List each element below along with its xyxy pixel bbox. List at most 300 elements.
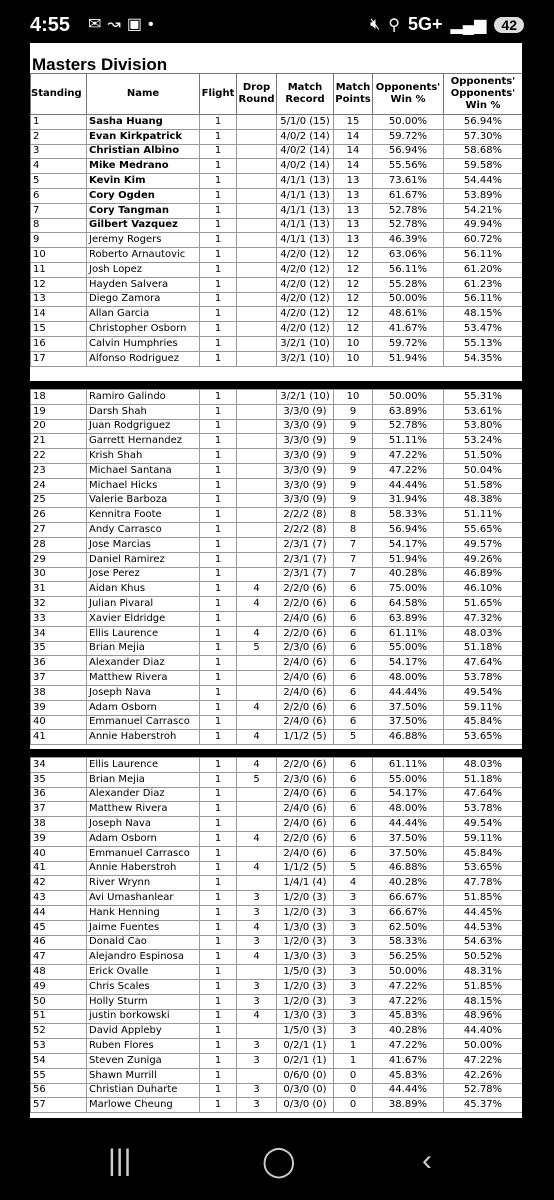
table-row <box>31 700 523 715</box>
cell-match-points: 3 <box>334 950 373 965</box>
cell-opp-opp-win: 49.26% <box>444 552 523 567</box>
cell-match-record: 1/5/0 (3) <box>277 1024 334 1039</box>
cell-flight: 1 <box>200 787 237 802</box>
cell-match-points: 5 <box>334 730 373 745</box>
cell-standing: 51 <box>31 1009 87 1024</box>
cell-opp-win: 37.50% <box>373 700 444 715</box>
table-row <box>31 876 523 891</box>
cell-name: Alexander Diaz <box>87 656 200 671</box>
cell-opp-win: 40.28% <box>373 567 444 582</box>
cell-opp-win: 66.67% <box>373 905 444 920</box>
notification-icons <box>88 14 160 34</box>
cell-standing: 36 <box>31 787 87 802</box>
cell-name: Adam Osborn <box>87 700 200 715</box>
cell-opp-win: 59.72% <box>373 129 444 144</box>
cell-opp-opp-win: 46.10% <box>444 582 523 597</box>
cell-name: Erick Ovalle <box>87 965 200 980</box>
cell-name: Hayden Salvera <box>87 277 200 292</box>
cell-drop-round <box>237 463 277 478</box>
cell-opp-opp-win: 48.03% <box>444 758 523 773</box>
cell-drop-round <box>237 478 277 493</box>
cell-drop-round: 4 <box>237 758 277 773</box>
cell-standing: 40 <box>31 715 87 730</box>
cell-drop-round: 3 <box>237 1098 277 1113</box>
cell-match-points: 12 <box>334 248 373 263</box>
table-row <box>31 1039 523 1054</box>
cell-standing: 19 <box>31 404 87 419</box>
table-row <box>31 965 523 980</box>
cell-drop-round: 3 <box>237 1053 277 1068</box>
cell-standing: 27 <box>31 523 87 538</box>
cell-match-points: 5 <box>334 861 373 876</box>
cell-opp-opp-win: 50.04% <box>444 463 523 478</box>
cell-drop-round <box>237 876 277 891</box>
cell-opp-win: 59.72% <box>373 336 444 351</box>
cell-match-points: 13 <box>334 233 373 248</box>
cell-match-points: 0 <box>334 1098 373 1113</box>
cell-opp-win: 47.22% <box>373 1039 444 1054</box>
cell-match-points: 10 <box>334 351 373 366</box>
cell-opp-win: 37.50% <box>373 715 444 730</box>
cell-match-points: 6 <box>334 817 373 832</box>
cell-drop-round <box>237 715 277 730</box>
cell-opp-win: 31.94% <box>373 493 444 508</box>
cell-name: Steven Zuniga <box>87 1053 200 1068</box>
table-row <box>31 935 523 950</box>
cell-name: Ellis Laurence <box>87 758 200 773</box>
cell-match-points: 6 <box>334 831 373 846</box>
cell-name: Brian Mejia <box>87 641 200 656</box>
cell-drop-round <box>237 567 277 582</box>
table-row <box>31 626 523 641</box>
cell-opp-opp-win: 54.44% <box>444 174 523 189</box>
cell-match-record: 4/1/1 (13) <box>277 188 334 203</box>
cell-match-record: 2/3/1 (7) <box>277 537 334 552</box>
cell-flight: 1 <box>200 567 237 582</box>
dot-icon: • <box>147 16 160 33</box>
cell-match-points: 10 <box>334 336 373 351</box>
cell-drop-round: 4 <box>237 582 277 597</box>
cell-drop-round: 4 <box>237 831 277 846</box>
cell-drop-round: 3 <box>237 979 277 994</box>
cell-flight: 1 <box>200 262 237 277</box>
table-row <box>31 1009 523 1024</box>
cell-name: Joseph Nava <box>87 685 200 700</box>
cell-match-points: 9 <box>334 419 373 434</box>
cell-drop-round: 5 <box>237 641 277 656</box>
cell-match-points: 3 <box>334 979 373 994</box>
cell-flight: 1 <box>200 730 237 745</box>
table-header-row <box>31 74 523 115</box>
cell-flight: 1 <box>200 905 237 920</box>
cell-name: Daniel Ramirez <box>87 552 200 567</box>
cell-opp-opp-win: 49.57% <box>444 537 523 552</box>
cell-flight: 1 <box>200 1053 237 1068</box>
cell-standing: 45 <box>31 920 87 935</box>
cell-opp-win: 61.11% <box>373 626 444 641</box>
cell-opp-opp-win: 51.18% <box>444 772 523 787</box>
cell-match-points: 7 <box>334 552 373 567</box>
cell-name: Christopher Osborn <box>87 322 200 337</box>
back-icon[interactable]: ‹ <box>422 1144 432 1177</box>
cell-opp-opp-win: 50.00% <box>444 1039 523 1054</box>
cell-standing: 20 <box>31 419 87 434</box>
cell-opp-win: 37.50% <box>373 831 444 846</box>
cell-match-record: 2/3/0 (6) <box>277 641 334 656</box>
cell-opp-win: 47.22% <box>373 979 444 994</box>
cell-match-points: 7 <box>334 537 373 552</box>
cell-standing: 21 <box>31 434 87 449</box>
cell-flight: 1 <box>200 700 237 715</box>
cell-standing: 16 <box>31 336 87 351</box>
table-row <box>31 552 523 567</box>
cell-name: Emmanuel Carrasco <box>87 715 200 730</box>
cell-match-record: 0/2/1 (1) <box>277 1053 334 1068</box>
cell-flight: 1 <box>200 552 237 567</box>
cell-opp-win: 45.83% <box>373 1068 444 1083</box>
table-row <box>31 597 523 612</box>
cell-flight: 1 <box>200 478 237 493</box>
cell-name: Cory Tangman <box>87 203 200 218</box>
section-1-rows <box>31 115 523 367</box>
table-row <box>31 218 523 233</box>
network-type: 5G+ <box>407 14 443 34</box>
table-row <box>31 787 523 802</box>
cell-opp-opp-win: 45.37% <box>444 1098 523 1113</box>
cell-opp-opp-win: 58.68% <box>444 144 523 159</box>
table-row <box>31 1053 523 1068</box>
cell-opp-win: 52.78% <box>373 203 444 218</box>
cell-match-record: 2/4/0 (6) <box>277 671 334 686</box>
cell-standing: 12 <box>31 277 87 292</box>
cell-name: Michael Santana <box>87 463 200 478</box>
cell-flight: 1 <box>200 404 237 419</box>
cell-match-record: 0/3/0 (0) <box>277 1083 334 1098</box>
cell-opp-opp-win: 54.35% <box>444 351 523 366</box>
cell-match-points: 12 <box>334 277 373 292</box>
table-row <box>31 656 523 671</box>
cell-drop-round <box>237 656 277 671</box>
cell-opp-win: 63.89% <box>373 404 444 419</box>
cell-standing: 55 <box>31 1068 87 1083</box>
cell-opp-win: 44.44% <box>373 478 444 493</box>
cell-opp-win: 48.00% <box>373 671 444 686</box>
cell-match-points: 1 <box>334 1039 373 1054</box>
cell-standing: 23 <box>31 463 87 478</box>
cell-opp-win: 55.56% <box>373 159 444 174</box>
cell-drop-round <box>237 203 277 218</box>
table-row <box>31 277 523 292</box>
cell-name: Jose Marcias <box>87 537 200 552</box>
cell-drop-round: 3 <box>237 994 277 1009</box>
standings-section-2[interactable] <box>30 389 522 749</box>
cell-name: justin borkowski <box>87 1009 200 1024</box>
cell-match-record: 2/2/2 (8) <box>277 508 334 523</box>
cell-opp-win: 37.50% <box>373 846 444 861</box>
cell-match-record: 3/2/1 (10) <box>277 390 334 405</box>
cell-drop-round <box>237 523 277 538</box>
cell-flight: 1 <box>200 1024 237 1039</box>
cell-match-points: 6 <box>334 758 373 773</box>
cell-drop-round: 3 <box>237 935 277 950</box>
table-row <box>31 861 523 876</box>
cell-name: Kennitra Foote <box>87 508 200 523</box>
cell-opp-win: 40.28% <box>373 876 444 891</box>
cell-flight: 1 <box>200 965 237 980</box>
page-title: Masters Division <box>32 55 168 74</box>
cell-flight: 1 <box>200 188 237 203</box>
table-row <box>31 730 523 745</box>
table-row <box>31 802 523 817</box>
cell-flight: 1 <box>200 129 237 144</box>
cell-opp-win: 47.22% <box>373 994 444 1009</box>
cell-opp-win: 45.83% <box>373 1009 444 1024</box>
cell-opp-opp-win: 55.31% <box>444 390 523 405</box>
cell-name: Chris Scales <box>87 979 200 994</box>
cell-flight: 1 <box>200 656 237 671</box>
cell-flight: 1 <box>200 1083 237 1098</box>
cell-standing: 11 <box>31 262 87 277</box>
home-icon[interactable]: ◯ <box>262 1145 296 1178</box>
cell-match-record: 3/3/0 (9) <box>277 478 334 493</box>
cell-flight: 1 <box>200 582 237 597</box>
cell-name: Allan Garcia <box>87 307 200 322</box>
cell-name: Aidan Khus <box>87 582 200 597</box>
cell-match-points: 3 <box>334 965 373 980</box>
recent-apps-icon[interactable]: ||| <box>108 1144 132 1177</box>
cell-opp-opp-win: 53.65% <box>444 730 523 745</box>
cell-flight: 1 <box>200 611 237 626</box>
cell-name: Roberto Arnautovic <box>87 248 200 263</box>
app-icon: ▣ <box>126 16 148 33</box>
cell-standing: 34 <box>31 758 87 773</box>
cell-opp-opp-win: 46.89% <box>444 567 523 582</box>
cell-standing: 24 <box>31 478 87 493</box>
cell-drop-round <box>237 115 277 130</box>
cell-opp-opp-win: 44.40% <box>444 1024 523 1039</box>
table-row <box>31 292 523 307</box>
cell-match-record: 3/3/0 (9) <box>277 419 334 434</box>
cell-match-points: 6 <box>334 787 373 802</box>
cell-match-points: 6 <box>334 700 373 715</box>
cell-standing: 41 <box>31 861 87 876</box>
cell-name: Garrett Hernandez <box>87 434 200 449</box>
table-row <box>31 1068 523 1083</box>
cell-opp-opp-win: 56.11% <box>444 292 523 307</box>
cell-match-record: 2/4/0 (6) <box>277 611 334 626</box>
cell-match-record: 2/4/0 (6) <box>277 802 334 817</box>
table-row <box>31 567 523 582</box>
cell-opp-win: 63.89% <box>373 611 444 626</box>
cell-match-record: 2/4/0 (6) <box>277 817 334 832</box>
cell-drop-round: 3 <box>237 891 277 906</box>
cell-name: Holly Sturm <box>87 994 200 1009</box>
cell-opp-win: 46.88% <box>373 730 444 745</box>
cell-opp-opp-win: 53.89% <box>444 188 523 203</box>
cell-match-record: 4/2/0 (12) <box>277 292 334 307</box>
cell-name: Annie Haberstroh <box>87 861 200 876</box>
cell-match-points: 3 <box>334 1009 373 1024</box>
cell-match-points: 9 <box>334 478 373 493</box>
cell-match-record: 4/0/2 (14) <box>277 129 334 144</box>
cell-name: Calvin Humphries <box>87 336 200 351</box>
cell-flight: 1 <box>200 626 237 641</box>
status-time: 4:55 <box>30 14 71 36</box>
cell-standing: 52 <box>31 1024 87 1039</box>
cell-match-record: 0/2/1 (1) <box>277 1039 334 1054</box>
cell-match-record: 2/2/2 (8) <box>277 523 334 538</box>
cell-standing: 41 <box>31 730 87 745</box>
cell-flight: 1 <box>200 523 237 538</box>
cell-flight: 1 <box>200 715 237 730</box>
table-row <box>31 174 523 189</box>
table-row <box>31 351 523 366</box>
cell-match-points: 0 <box>334 1068 373 1083</box>
cell-drop-round <box>237 144 277 159</box>
cell-drop-round <box>237 552 277 567</box>
cell-name: Xavier Eldridge <box>87 611 200 626</box>
table-row <box>31 582 523 597</box>
table-row <box>31 508 523 523</box>
cell-match-points: 7 <box>334 567 373 582</box>
battery-level: 42 <box>494 17 524 33</box>
cell-standing: 22 <box>31 449 87 464</box>
cell-match-points: 6 <box>334 685 373 700</box>
cell-opp-win: 47.22% <box>373 449 444 464</box>
cell-name: Alexander Diaz <box>87 787 200 802</box>
cell-match-record: 2/3/0 (6) <box>277 772 334 787</box>
cell-name: Avi Umashanlear <box>87 891 200 906</box>
cell-name: Krish Shah <box>87 449 200 464</box>
cell-flight: 1 <box>200 351 237 366</box>
cell-flight: 1 <box>200 174 237 189</box>
cell-standing: 6 <box>31 188 87 203</box>
cell-opp-win: 44.44% <box>373 1083 444 1098</box>
standings-section-3[interactable] <box>30 757 522 1117</box>
cell-standing: 4 <box>31 159 87 174</box>
cell-name: Gilbert Vazquez <box>87 218 200 233</box>
cell-opp-opp-win: 51.50% <box>444 449 523 464</box>
cell-standing: 7 <box>31 203 87 218</box>
cell-opp-win: 41.67% <box>373 1053 444 1068</box>
table-row <box>31 203 523 218</box>
cell-drop-round <box>237 277 277 292</box>
cell-match-points: 14 <box>334 129 373 144</box>
cell-opp-opp-win: 56.94% <box>444 115 523 130</box>
cell-standing: 48 <box>31 965 87 980</box>
cell-match-points: 9 <box>334 404 373 419</box>
col-opp-opp-win: Opponents' Opponents' Win % <box>444 74 523 115</box>
cell-match-record: 0/3/0 (0) <box>277 1098 334 1113</box>
cell-drop-round <box>237 537 277 552</box>
cell-opp-opp-win: 56.11% <box>444 248 523 263</box>
table-row <box>31 434 523 449</box>
cell-match-points: 13 <box>334 174 373 189</box>
cell-standing: 1 <box>31 115 87 130</box>
cell-drop-round <box>237 292 277 307</box>
cell-match-record: 1/5/0 (3) <box>277 965 334 980</box>
cell-match-record: 1/1/2 (5) <box>277 730 334 745</box>
cell-drop-round <box>237 248 277 263</box>
cell-standing: 40 <box>31 846 87 861</box>
cell-match-record: 1/2/0 (3) <box>277 905 334 920</box>
cell-flight: 1 <box>200 641 237 656</box>
section-3-rows <box>31 758 523 1113</box>
cell-opp-win: 54.17% <box>373 787 444 802</box>
cell-name: Josh Lopez <box>87 262 200 277</box>
cell-drop-round: 5 <box>237 772 277 787</box>
cell-opp-opp-win: 48.31% <box>444 965 523 980</box>
cell-name: Jose Perez <box>87 567 200 582</box>
cell-opp-win: 56.94% <box>373 523 444 538</box>
cell-opp-win: 44.44% <box>373 817 444 832</box>
cell-match-record: 1/2/0 (3) <box>277 979 334 994</box>
cell-opp-opp-win: 59.11% <box>444 700 523 715</box>
cell-match-points: 10 <box>334 390 373 405</box>
cell-flight: 1 <box>200 144 237 159</box>
cell-flight: 1 <box>200 758 237 773</box>
cell-flight: 1 <box>200 979 237 994</box>
table-row <box>31 817 523 832</box>
cell-drop-round <box>237 336 277 351</box>
cell-name: Kevin Kim <box>87 174 200 189</box>
table-row <box>31 129 523 144</box>
cell-match-record: 2/4/0 (6) <box>277 685 334 700</box>
cell-match-record: 2/2/0 (6) <box>277 597 334 612</box>
cell-drop-round <box>237 322 277 337</box>
table-row <box>31 144 523 159</box>
cell-opp-opp-win: 60.72% <box>444 233 523 248</box>
cell-opp-opp-win: 49.54% <box>444 685 523 700</box>
cell-drop-round: 3 <box>237 905 277 920</box>
table-row <box>31 478 523 493</box>
messenger-icon: ✉ <box>88 16 108 33</box>
cell-match-points: 6 <box>334 715 373 730</box>
cell-standing: 38 <box>31 685 87 700</box>
cell-flight: 1 <box>200 307 237 322</box>
standings-table-3 <box>30 757 522 1113</box>
cell-standing: 8 <box>31 218 87 233</box>
cell-standing: 34 <box>31 626 87 641</box>
cell-opp-win: 56.11% <box>373 262 444 277</box>
cell-flight: 1 <box>200 950 237 965</box>
cell-opp-win: 51.11% <box>373 434 444 449</box>
cell-opp-opp-win: 51.65% <box>444 597 523 612</box>
cell-name: Marlowe Cheung <box>87 1098 200 1113</box>
cell-opp-opp-win: 42.26% <box>444 1068 523 1083</box>
cell-opp-opp-win: 45.84% <box>444 846 523 861</box>
table-row <box>31 390 523 405</box>
table-row <box>31 449 523 464</box>
cell-match-record: 3/3/0 (9) <box>277 463 334 478</box>
table-row <box>31 523 523 538</box>
cell-drop-round <box>237 685 277 700</box>
table-row <box>31 846 523 861</box>
table-row <box>31 611 523 626</box>
cell-standing: 10 <box>31 248 87 263</box>
cell-match-record: 4/1/1 (13) <box>277 174 334 189</box>
cell-flight: 1 <box>200 336 237 351</box>
cell-flight: 1 <box>200 802 237 817</box>
cell-standing: 28 <box>31 537 87 552</box>
cell-opp-opp-win: 51.85% <box>444 891 523 906</box>
cell-drop-round <box>237 434 277 449</box>
cell-opp-win: 51.94% <box>373 552 444 567</box>
cell-match-points: 12 <box>334 262 373 277</box>
cell-opp-win: 50.00% <box>373 292 444 307</box>
cell-standing: 57 <box>31 1098 87 1113</box>
cell-drop-round <box>237 611 277 626</box>
